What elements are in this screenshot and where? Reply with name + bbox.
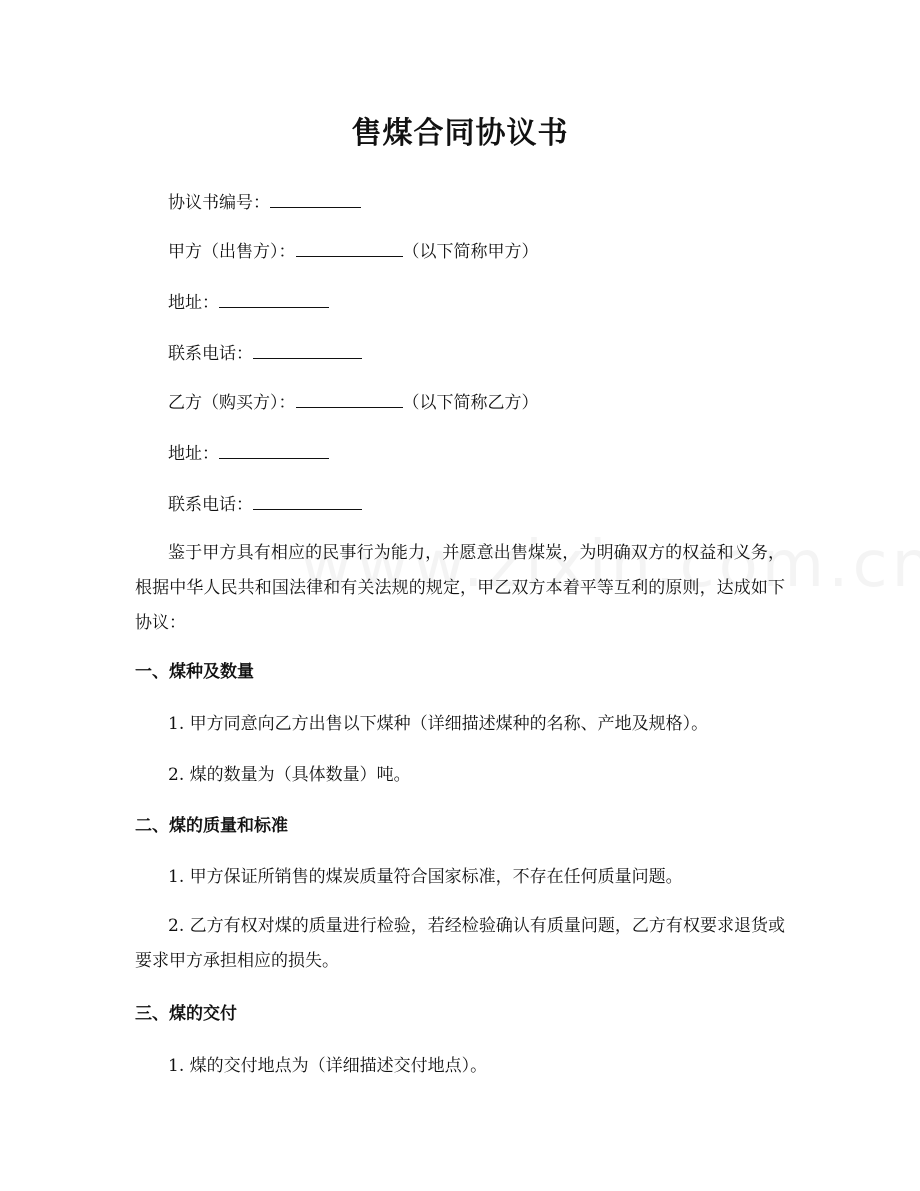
party-b-blank[interactable] <box>296 390 403 408</box>
party-a-phone-blank[interactable] <box>253 341 362 359</box>
party-b-phone-label: 联系电话： <box>168 495 253 515</box>
party-a-phone-label: 联系电话： <box>168 344 253 364</box>
section-2-item-2: 2. 乙方有权对煤的质量进行检验，若经检验确认有质量问题，乙方有权要求退货或要求甲方承担相应的损失。 <box>135 916 785 971</box>
section-3-item-1: 1. 煤的交付地点为（详细描述交付地点）。 <box>168 1056 488 1076</box>
agreement-number-line <box>168 190 361 215</box>
section-heading-2: 二、煤的质量和标准 <box>135 816 288 836</box>
section-heading-1: 一、煤种及数量 <box>135 662 254 682</box>
agreement-number-label: 协议书编号： <box>168 193 270 213</box>
section-1-item-1: 1. 甲方同意向乙方出售以下煤种（详细描述煤种的名称、产地及规格）。 <box>168 714 709 734</box>
party-b-address-line <box>168 441 329 466</box>
party-a-label: 甲方（出售方）： <box>168 242 296 262</box>
party-b-phone-blank[interactable] <box>253 492 362 510</box>
party-b-phone-line <box>168 492 362 517</box>
party-a-phone-line <box>168 341 362 366</box>
party-a-suffix: （以下简称甲方） <box>402 242 539 262</box>
party-a-address-label: 地址： <box>168 293 219 313</box>
section-2-item-1: 1. 甲方保证所销售的煤炭质量符合国家标准，不存在任何质量问题。 <box>168 867 683 887</box>
party-b-address-label: 地址： <box>168 444 219 464</box>
party-b-address-blank[interactable] <box>219 441 329 459</box>
party-a-address-line <box>168 290 329 315</box>
section-heading-3: 三、煤的交付 <box>135 1004 237 1024</box>
agreement-number-blank[interactable] <box>270 190 361 208</box>
party-b-suffix: （以下简称乙方） <box>402 393 539 413</box>
document-title: 售煤合同协议书 <box>351 116 569 151</box>
party-b-label: 乙方（购买方）： <box>168 393 296 413</box>
party-b-line <box>168 390 539 415</box>
section-1-item-2: 2. 煤的数量为（具体数量）吨。 <box>168 765 411 785</box>
party-a-line <box>168 239 539 264</box>
party-a-blank[interactable] <box>296 239 403 257</box>
party-a-address-blank[interactable] <box>219 290 329 308</box>
preamble-paragraph: 鉴于甲方具有相应的民事行为能力，并愿意出售煤炭，为明确双方的权益和义务，根据中华人民共和国法律和有关法规的规定，甲乙双方本着平等互利的原则，达成如下协议： <box>135 543 785 633</box>
